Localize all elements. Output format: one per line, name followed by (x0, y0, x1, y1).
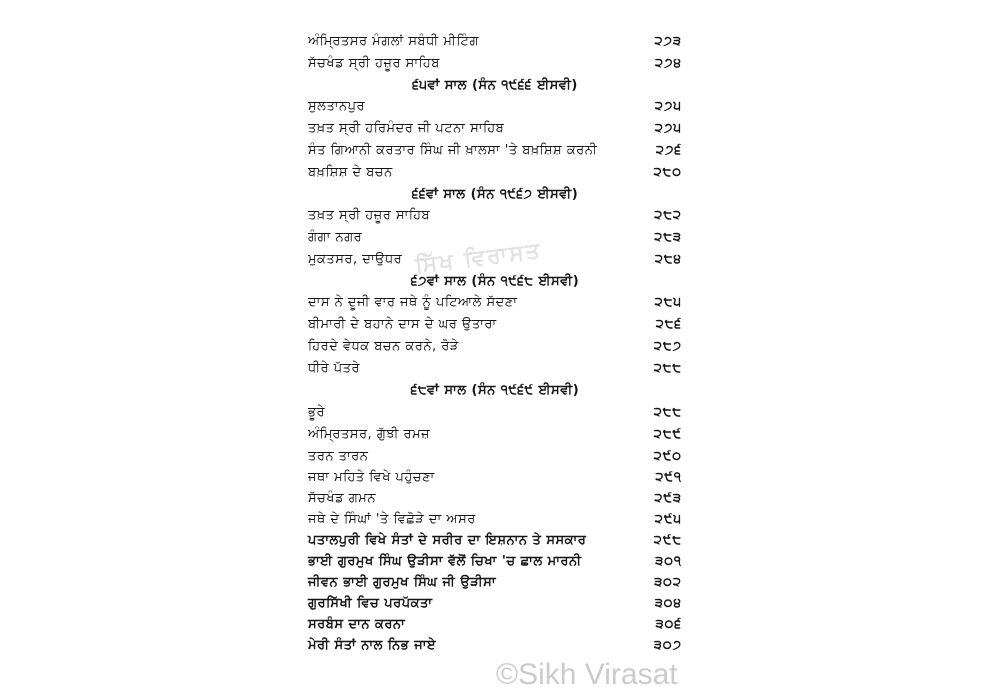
entry-title: ਤਖ਼ਤ ਸ੍ਰੀ ਹਜ਼ੂਰ ਸਾਹਿਬ (308, 208, 431, 223)
entry-title: ਭਾਈ ਗੁਰਮੁਖ ਸਿੰਘ ਉੜੀਸਾ ਵੱਲੋਂ ਚਿਖਾ 'ਚ ਛਾਲ ਮਾਰਨੀ (308, 554, 582, 569)
toc-entry (308, 489, 682, 509)
entry-page: ੩੦੪ (654, 596, 682, 611)
toc-entry (308, 510, 682, 530)
entry-page: ੩੦੬ (655, 617, 682, 632)
entry-title: ਅੰਮ੍ਰਿਤਸਰ, ਗੁੱਝੀ ਰਮਜ਼ (308, 427, 431, 442)
entry-title: ਜਥਾ ਮਹਿਤੇ ਵਿਖੇ ਪਹੁੰਚਣਾ (308, 470, 435, 485)
entry-page: ੨੭੩ (654, 34, 682, 49)
entry-title: ਭੂਰੇ (308, 405, 326, 420)
entry-page: ੨੮੫ (654, 295, 682, 310)
entry-page: ੨੮੬ (655, 317, 682, 332)
section-heading-66: ੬੬ਵਾਂ ਸਾਲ (ਸੰਨ ੧੯੬੭ ਈਸਵੀ) (411, 187, 579, 202)
section-heading-68: ੬੮ਵਾਂ ਸਾਲ (ਸੰਨ ੧੯੬੯ ਈਸਵੀ) (410, 383, 580, 398)
entry-title: ਗੰਗਾ ਨਗਰ (308, 230, 363, 245)
entry-page: ੨੮੦ (653, 165, 682, 180)
entry-title: ਸੁਲਤਾਨਪੁਰ (308, 99, 366, 114)
entry-page: ੨੮੮ (653, 361, 682, 376)
entry-page: ੩੦੧ (655, 554, 682, 569)
toc-entry (308, 425, 682, 445)
entry-title: ਜੀਵਨ ਭਾਈ ਗੁਰਮੁਖ ਸਿੰਘ ਜੀ ਉੜੀਸਾ (308, 575, 497, 590)
entry-title: ਧੀਰੇ ਪੱਤਰੇ (308, 361, 361, 376)
entry-title: ਜਥੇ ਦੇ ਸਿੰਘਾਂ 'ਤੇ ਵਿਛੋੜੇ ਦਾ ਅਸਰ (308, 512, 476, 527)
entry-page: ੨੭੫ (654, 99, 682, 114)
entry-page: ੨੭੫ (654, 121, 682, 136)
entry-title: ਸੱਚਖੰਡ ਸ੍ਰੀ ਹਜ਼ੂਰ ਸਾਹਿਬ (308, 56, 440, 71)
entry-page: ੨੮੮ (653, 405, 682, 420)
entry-title: ਤਰਨ ਤਾਰਨ (308, 449, 369, 464)
entry-page: ੨੮੯ (653, 427, 682, 442)
entry-title: ਅੰਮ੍ਰਿਤਸਰ ਮੰਗਲਾਂ ਸਬੰਧੀ ਮੀਟਿੰਗ (308, 34, 479, 49)
entry-title: ਮੇਰੀ ਸੰਤਾਂ ਨਾਲ ਨਿਭ ਜਾਏ (308, 638, 437, 653)
entry-page: ੨੮੪ (654, 252, 682, 267)
entry-page: ੨੯੫ (654, 512, 682, 527)
section-heading-67: ੬੭ਵਾਂ ਸਾਲ (ਸੰਨ ੧੯੬੮ ਈਸਵੀ) (410, 274, 580, 289)
entry-title: ਬਖ਼ਸ਼ਿਸ਼ ਦੇ ਬਚਨ (308, 165, 393, 180)
section-heading-65: ੬੫ਵਾਂ ਸਾਲ (ਸੰਨ ੧੯੬੬ ਈਸਵੀ) (412, 78, 578, 93)
entry-page: ੩੦੨ (654, 575, 682, 590)
entry-title: ਬੀਮਾਰੀ ਦੇ ਬਹਾਨੇ ਦਾਸ ਦੇ ਘਰ ਉਤਾਰਾ (308, 317, 497, 332)
entry-title: ਸੰਤ ਗਿਆਨੀ ਕਰਤਾਰ ਸਿੰਘ ਜੀ ਖ਼ਾਲਸਾ 'ਤੇ ਬਖ਼ਸ਼ਿਸ਼ ਕਰਨੀ (308, 143, 598, 158)
entry-page: ੨੮੨ (654, 208, 682, 223)
toc-entry (308, 293, 682, 313)
toc-entry (308, 119, 682, 139)
watermark-corner: ©Sikh Virasat (496, 658, 678, 691)
entry-title: ਮੁਕਤਸਰ, ਦਾਉਧਰ (308, 252, 403, 267)
toc-entry (308, 337, 682, 357)
toc-entry (308, 54, 682, 74)
entry-page: ੩੦੭ (653, 638, 682, 653)
entry-page: ੨੮੭ (653, 339, 682, 354)
entry-title: ਗੁਰਸਿੱਖੀ ਵਿਚ ਪਰਪੱਕਤਾ (308, 596, 433, 611)
toc-entry (308, 403, 682, 423)
entry-title: ਹਿਰਦੇ ਵੇਧਕ ਬਚਨ ਕਰਨੇ, ਰੋੜੇ (308, 339, 459, 354)
entry-page: ੨੯੧ (655, 470, 682, 485)
toc-entry (308, 141, 682, 161)
toc-entry (308, 468, 682, 488)
toc-entry (308, 552, 682, 572)
entry-title: ਪਤਾਲਪੁਰੀ ਵਿਖੇ ਸੰਤਾਂ ਦੇ ਸਰੀਰ ਦਾ ਇਸ਼ਨਾਨ ਤੇ ਸਸਕਾਰ (308, 533, 587, 548)
entry-page: ੨੮੩ (654, 230, 682, 245)
entry-title: ਦਾਸ ਨੇ ਦੂਜੀ ਵਾਰ ਜਥੇ ਨੂੰ ਪਟਿਆਲੇ ਸੱਦਣਾ (308, 295, 518, 310)
toc-entry (308, 32, 682, 52)
toc-entry (308, 163, 682, 183)
toc-entry (308, 447, 682, 467)
toc-entry (308, 97, 682, 117)
entry-title: ਸੱਚਖੰਡ ਗਮਨ (308, 491, 376, 506)
entry-page: ੨੯੮ (653, 533, 682, 548)
entry-page: ੨੭੬ (655, 143, 682, 158)
watermark-center: ਸਿੱਖ ਵਿਰਾਸਤ (413, 238, 543, 279)
entry-title: ਤਖ਼ਤ ਸ੍ਰੀ ਹਰਿਮੰਦਰ ਜੀ ਪਟਨਾ ਸਾਹਿਬ (308, 121, 505, 136)
entry-title: ਸਰਬੰਸ ਦਾਨ ਕਰਨਾ (308, 617, 406, 632)
entry-page: ੨੭੪ (655, 56, 682, 71)
toc-entry (308, 359, 682, 379)
entry-page: ੨੯੦ (653, 449, 682, 464)
toc-entry (308, 315, 682, 335)
toc-entry (308, 206, 682, 226)
toc-entry (308, 573, 682, 593)
toc-entry (308, 615, 682, 635)
toc-entry (308, 636, 682, 656)
toc-entry (308, 531, 682, 551)
toc-entry (308, 594, 682, 614)
entry-page: ੨੯੩ (654, 491, 682, 506)
